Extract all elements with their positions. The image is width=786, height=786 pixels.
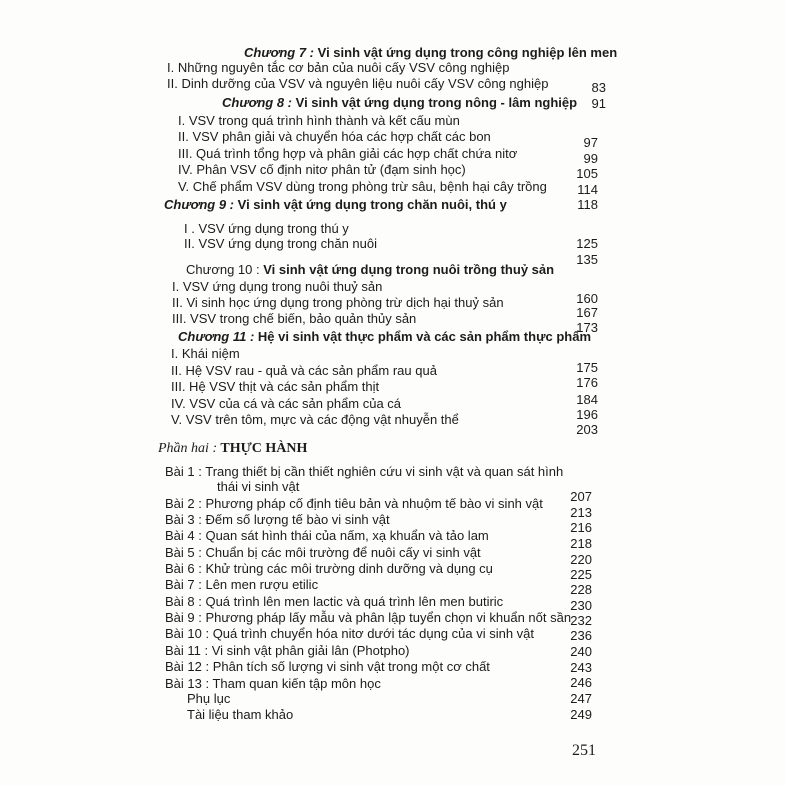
chapter-10-number: Chương 10 : bbox=[186, 262, 260, 277]
toc-entry: IV. Phân VSV cố định nitơ phân tử (đạm sinh học) bbox=[178, 162, 466, 177]
toc-entry: I. VSV trong quá trình hình thành và kết cấu mùn bbox=[178, 113, 460, 128]
chapter-8-number: Chương 8 : bbox=[222, 95, 293, 110]
toc-entry-page: 184 bbox=[576, 392, 598, 407]
page-number: 251 bbox=[572, 742, 596, 759]
toc-entry: III. VSV trong chế biến, bảo quản thủy sản bbox=[172, 311, 417, 326]
toc-entry-page: 97 bbox=[583, 135, 598, 150]
toc-entry-page: 203 bbox=[576, 422, 598, 437]
part-two-title: THỰC HÀNH bbox=[220, 441, 308, 456]
chapter-9-number: Chương 9 : bbox=[164, 197, 235, 212]
toc-entry: III. Hệ VSV thịt và các sản phẩm thịt bbox=[171, 379, 380, 394]
toc-entry: II. VSV phân giải và chuyển hóa các hợp chất các bon bbox=[178, 129, 491, 144]
lesson-entry-page: 243 bbox=[570, 660, 592, 675]
toc-entry-page: 83 bbox=[591, 80, 606, 95]
lesson-entry: Bài 7 : Lên men rượu etilic bbox=[165, 577, 319, 592]
lesson-entry: Bài 6 : Khử trùng các môi trường dinh dưỡng và dụng cụ bbox=[165, 561, 493, 576]
toc-entry-page: 125 bbox=[576, 236, 598, 251]
toc-entry: II. Hệ VSV rau - quả và các sản phẩm rau quả bbox=[171, 363, 437, 378]
lesson-entry: Bài 8 : Quá trình lên men lactic và quá trình lên men butiric bbox=[165, 594, 504, 609]
toc-entry: II. Vi sinh học ứng dụng trong phòng trừ dịch hại thuỷ sản bbox=[172, 295, 504, 310]
toc-entry-page: 173 bbox=[576, 320, 598, 335]
toc-entry: V. Chế phẩm VSV dùng trong phòng trừ sâu, bệnh hại cây trồng bbox=[178, 179, 547, 194]
toc-entry-page: 167 bbox=[576, 305, 598, 320]
part-two-label: Phần hai : bbox=[158, 441, 218, 456]
chapter-9-title: Vi sinh vật ứng dụng trong chăn nuôi, thú y bbox=[237, 197, 507, 212]
references-entry: Tài liệu tham khảo bbox=[187, 707, 294, 722]
chapter-11-title: Hệ vi sinh vật thực phẩm và các sản phẩm thực phẩm bbox=[257, 329, 591, 344]
toc-entry: V. VSV trên tôm, mực và các động vật nhuyễn thể bbox=[171, 412, 459, 427]
toc-entry-page: 105 bbox=[576, 166, 598, 181]
lesson-entry-page: 236 bbox=[570, 628, 592, 643]
lesson-entry-page: 225 bbox=[570, 567, 592, 582]
chapter-7-title: Vi sinh vật ứng dụng trong công nghiệp lên men bbox=[317, 45, 618, 60]
lesson-entry-page: 240 bbox=[570, 644, 592, 659]
chapter-11-heading bbox=[178, 329, 591, 344]
toc-entry-page: 114 bbox=[577, 182, 598, 197]
toc-entry-page: 176 bbox=[576, 375, 598, 390]
lesson-entry: Bài 13 : Tham quan kiến tập môn học bbox=[165, 676, 381, 691]
chapter-7-number: Chương 7 : bbox=[244, 45, 315, 60]
appendix-page: 247 bbox=[570, 691, 592, 706]
chapter-9-heading bbox=[164, 197, 507, 212]
lesson-entry-page: 213 bbox=[570, 505, 592, 520]
toc-entry: II. VSV ứng dụng trong chăn nuôi bbox=[184, 236, 378, 251]
lesson-entry: Bài 3 : Đếm số lượng tế bào vi sinh vật bbox=[165, 512, 390, 527]
references-page: 249 bbox=[570, 707, 592, 722]
lesson-entry: Bài 11 : Vi sinh vật phân giải lân (Photpho) bbox=[165, 643, 410, 658]
chapter-10-heading bbox=[186, 262, 554, 277]
toc-entry-page: 118 bbox=[577, 197, 598, 212]
lesson-entry: Bài 4 : Quan sát hình thái của nấm, xạ khuẩn và tảo lam bbox=[165, 528, 489, 543]
lesson-entry-page: 218 bbox=[570, 536, 592, 551]
toc-entry: IV. VSV của cá và các sản phẩm của cá bbox=[171, 396, 402, 411]
lesson-entry-continued: thái vi sinh vật bbox=[217, 479, 300, 494]
toc-entry: II. Dinh dưỡng của VSV và nguyên liệu nuôi cấy VSV công nghiệp bbox=[167, 76, 549, 91]
chapter-8-title: Vi sinh vật ứng dụng trong nông - lâm nghiệp bbox=[295, 95, 578, 110]
lesson-entry: Bài 12 : Phân tích số lượng vi sinh vật trong một cơ chất bbox=[165, 659, 490, 674]
chapter-10-title: Vi sinh vật ứng dụng trong nuôi trồng thuỷ sản bbox=[263, 262, 555, 277]
toc-entry: I . VSV ứng dụng trong thú y bbox=[184, 221, 349, 236]
lesson-entry-page: 246 bbox=[570, 675, 592, 690]
chapter-7-heading bbox=[244, 45, 617, 60]
toc-entry: I. VSV ứng dụng trong nuôi thuỷ sản bbox=[172, 279, 383, 294]
toc-entry-page: 175 bbox=[576, 360, 598, 375]
chapter-11-number: Chương 11 : bbox=[178, 329, 255, 344]
lesson-entry-page: 230 bbox=[570, 598, 592, 613]
appendix-entry: Phụ lục bbox=[187, 691, 231, 706]
lesson-entry-page: 228 bbox=[570, 582, 592, 597]
part-two-heading bbox=[158, 441, 307, 457]
lesson-entry-page: 207 bbox=[570, 489, 592, 504]
lesson-entry-page: 216 bbox=[570, 520, 592, 535]
lesson-entry: Bài 9 : Phương pháp lấy mẫu và phân lập tuyển chọn vi khuẩn nốt sần bbox=[165, 610, 572, 625]
lesson-entry: Bài 5 : Chuẩn bị các môi trường để nuôi cấy vi sinh vật bbox=[165, 545, 481, 560]
lesson-entry: Bài 2 : Phương pháp cố định tiêu bản và nhuộm tế bào vi sinh vật bbox=[165, 496, 543, 511]
toc-entry: III. Quá trình tổng hợp và phân giải các hợp chất chứa nitơ bbox=[178, 146, 518, 161]
lesson-entry-page: 232 bbox=[570, 613, 592, 628]
lesson-entry: Bài 10 : Quá trình chuyển hóa nitơ dưới tác dụng của vi sinh vật bbox=[165, 626, 535, 641]
toc-entry: I. Khái niệm bbox=[171, 346, 240, 361]
toc-entry: I. Những nguyên tắc cơ bản của nuôi cấy VSV công nghiệp bbox=[167, 60, 510, 75]
lesson-entry-page: 220 bbox=[570, 552, 592, 567]
toc-entry-page: 91 bbox=[591, 96, 606, 111]
toc-entry-page: 196 bbox=[576, 407, 598, 422]
toc-entry-page: 135 bbox=[576, 252, 598, 267]
chapter-8-heading bbox=[222, 95, 577, 110]
lesson-entry: Bài 1 : Trang thiết bị cần thiết nghiên cứu vi sinh vật và quan sát hình bbox=[165, 464, 564, 479]
toc-entry-page: 99 bbox=[583, 151, 598, 166]
toc-entry-page: 160 bbox=[576, 291, 598, 306]
